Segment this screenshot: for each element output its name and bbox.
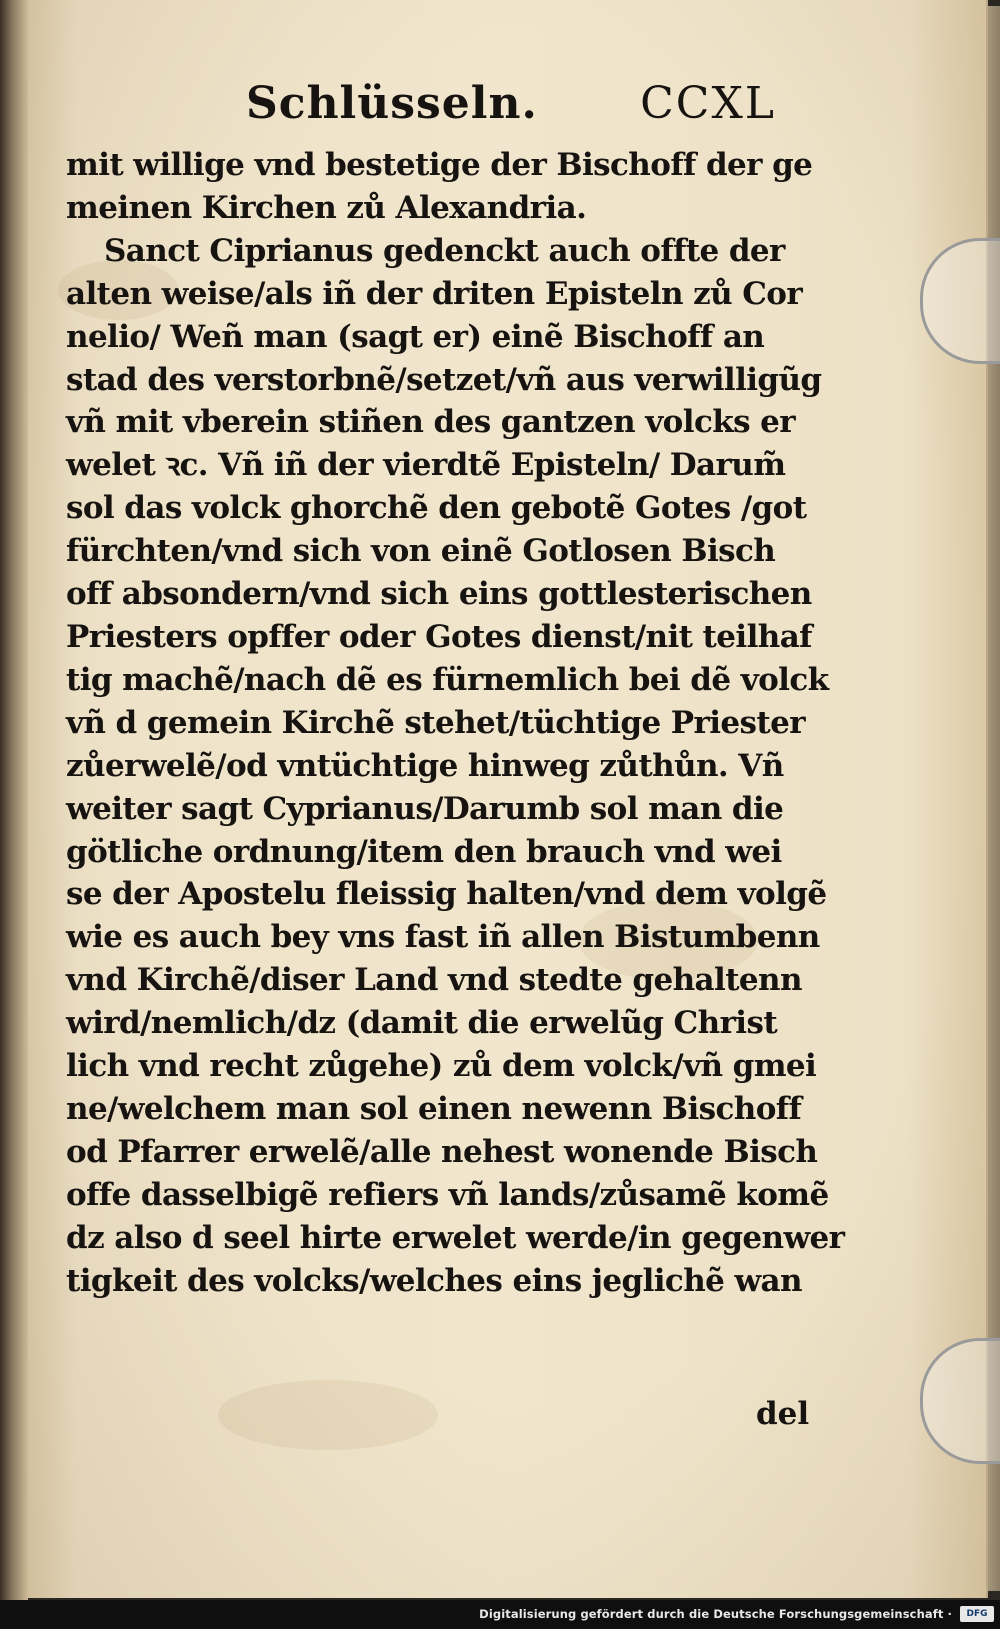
text-line: sol das volck ghorchẽ den gebotẽ Gotes /got bbox=[66, 490, 807, 527]
text-line: off absondern/vnd sich eins gottlesterischen bbox=[66, 576, 812, 613]
text-line: od Pfarrer erwelẽ/alle nehest wonende Bisch bbox=[66, 1133, 818, 1170]
text-line: wie es auch bey vns fast iñ allen Bistumbenn bbox=[66, 919, 820, 956]
text-line: vñ mit vberein stiñen des gantzen volcks er bbox=[66, 404, 795, 441]
text-line: alten weise/als iñ der driten Episteln zů Cor bbox=[66, 275, 803, 312]
text-line: wird/nemlich/dz (damit die erwelũg Christ bbox=[66, 1005, 778, 1042]
text-line: se der Apostelu fleissig halten/vnd dem volgẽ bbox=[66, 876, 827, 913]
text-line: vnd Kirchẽ/diser Land vnd stedte gehaltenn bbox=[66, 962, 802, 999]
text-line: tigkeit des volcks/welches eins jeglichẽ wan bbox=[66, 1262, 802, 1299]
text-line: tig machẽ/nach dẽ es fürnemlich bei dẽ volck bbox=[66, 661, 829, 698]
body-text bbox=[66, 144, 845, 1302]
text-block bbox=[66, 78, 845, 1432]
text-line: ne/welchem man sol einen newenn Bischoff bbox=[66, 1090, 802, 1127]
text-line: nelio/ Weñ man (sagt er) einẽ Bischoff an bbox=[66, 318, 765, 355]
text-line: fürchten/vnd sich von einẽ Gotlosen Bisch bbox=[66, 533, 776, 570]
foxing-stain bbox=[218, 1380, 438, 1450]
digitization-footer bbox=[0, 1600, 1000, 1629]
dfg-logo: DFG bbox=[960, 1606, 994, 1622]
text-line: Priesters opffer oder Gotes dienst/nit teilhaf bbox=[66, 618, 812, 655]
text-line: welet ꝛc. Vñ iñ der vierdtẽ Episteln/ Darum̃ bbox=[66, 447, 786, 484]
text-line: götliche ordnung/item den brauch vnd wei bbox=[66, 833, 782, 870]
folio-number: CCXL bbox=[640, 78, 776, 129]
text-line: meinen Kirchen zů Alexandria. bbox=[66, 189, 587, 226]
text-line: Sanct Ciprianus gedenckt auch offte der bbox=[104, 232, 785, 269]
running-title: Schlüsseln. bbox=[246, 78, 538, 129]
book-page bbox=[18, 0, 988, 1598]
text-line: lich vnd recht zůgehe) zů dem volck/vñ gmei bbox=[66, 1048, 817, 1085]
page-header bbox=[66, 78, 776, 138]
footer-credit: Digitalisierung gefördert durch die Deutsche Forschungsgemeinschaft · bbox=[479, 1607, 952, 1621]
text-line: mit willige vnd bestetige der Bischoff der ge bbox=[66, 147, 813, 183]
text-line: vñ d gemein Kirchẽ stehet/tüchtige Priester bbox=[66, 704, 805, 741]
book-spine-shadow bbox=[0, 0, 28, 1600]
text-line: dz also d seel hirte erwelet werde/in gegenwer bbox=[66, 1219, 845, 1256]
text-line: stad des verstorbnẽ/setzet/vñ aus verwilligũg bbox=[66, 361, 822, 398]
text-line: offe dasselbigẽ refiers vñ lands/zůsamẽ komẽ bbox=[66, 1176, 829, 1213]
catchword: del bbox=[756, 1396, 810, 1432]
text-line: weiter sagt Cyprianus/Darumb sol man die bbox=[66, 790, 784, 827]
text-line: zůerwelẽ/od vntüchtige hinweg zůthůn. Vñ bbox=[66, 747, 784, 784]
